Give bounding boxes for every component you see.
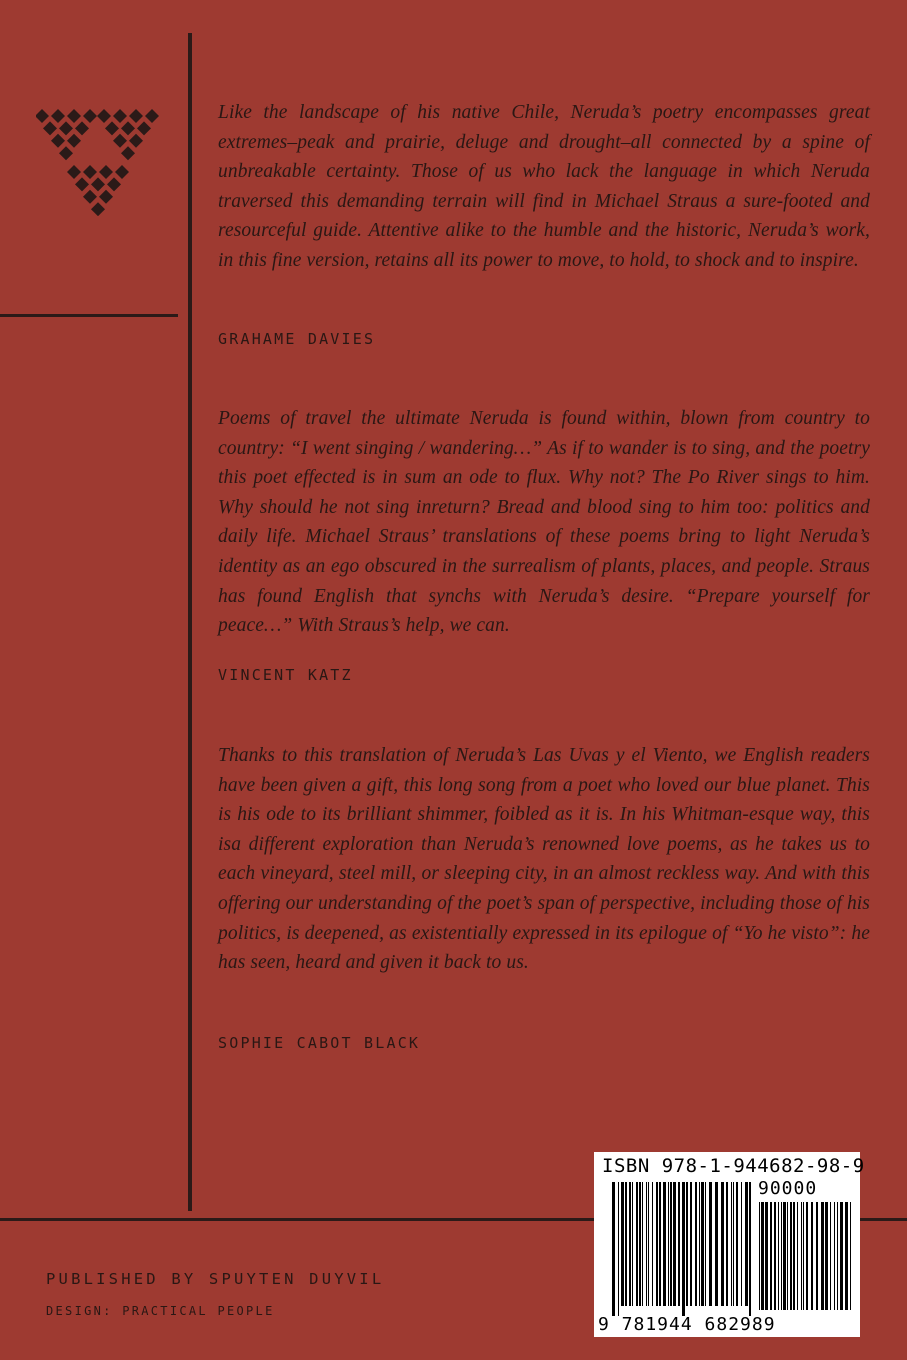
grape-cluster-logo-icon: [36, 108, 160, 216]
blurb-author-2: VINCENT KATZ: [218, 666, 353, 684]
logo-diamond: [121, 121, 135, 135]
barcode-bar: [670, 1182, 672, 1306]
barcode-bar: [811, 1202, 813, 1310]
barcode-bar: [749, 1182, 751, 1316]
barcode-bar: [834, 1202, 835, 1310]
logo-diamond: [67, 109, 81, 123]
barcode-bar: [778, 1202, 779, 1310]
logo-diamond: [137, 121, 151, 135]
barcode-bar: [646, 1182, 647, 1306]
barcode-bar: [639, 1182, 641, 1306]
barcode-bar: [783, 1202, 786, 1310]
logo-diamond: [51, 134, 65, 148]
barcode-bar: [705, 1182, 706, 1306]
barcode-bar: [733, 1182, 734, 1306]
logo-diamond: [129, 109, 143, 123]
barcode-bar: [721, 1182, 724, 1306]
logo-diamond: [36, 109, 49, 123]
barcode-bar: [821, 1202, 824, 1310]
barcode-icon: [612, 1182, 752, 1316]
logo-diamond: [51, 109, 65, 123]
barcode-bar: [787, 1202, 788, 1310]
barcode-bar: [690, 1182, 692, 1306]
vertical-rule: [188, 33, 192, 1211]
logo-diamond: [121, 146, 135, 160]
barcode-bar: [736, 1182, 738, 1306]
logo-diamond: [59, 121, 73, 135]
barcode-bar: [797, 1202, 798, 1310]
barcode-bar: [806, 1202, 808, 1310]
barcode-bar: [726, 1182, 728, 1306]
logo-diamond: [59, 146, 73, 160]
price-code: 90000: [758, 1178, 818, 1199]
logo-diamond: [83, 165, 97, 179]
logo-diamond: [91, 202, 105, 216]
barcode-bar: [731, 1182, 732, 1306]
barcode-bar: [741, 1182, 742, 1306]
blurb-quote-2: Poems of travel the ultimate Neruda is found within, blown from country to country: “I went singing / wandering…” As if to wander is to sing, and the poetry this poet effected is in sum an ode to flux. Why not? The Po River sings to him. Why should he not sing inreturn? Bread and blood sing to him too: politics and daily life. Michael Straus’ translations of these poems bring to light Neruda’s identity as an ego obscured in the surrealism of plants, places, and people. Straus has found English that synchs with Neruda’s desire. “Prepare yourself for peace…” With Straus’s help, we can.: [218, 408, 870, 637]
barcode-bar: [648, 1182, 649, 1306]
barcode-bar: [774, 1202, 776, 1310]
logo-diamond: [67, 134, 81, 148]
barcode-bar: [840, 1202, 843, 1310]
logo-diamond: [43, 121, 57, 135]
logo-diamond: [67, 165, 81, 179]
barcode-bar: [761, 1202, 764, 1310]
barcode-bar: [845, 1202, 848, 1310]
blurb-quote-1: Like the landscape of his native Chile, Neruda’s poetry encompasses great extremes–peak and prairie, deluge and drought–all connected by a spine of unbreakable certainty. Those of us who lack the language in which Neruda traversed this demanding terrain will find in Michael Straus a sure-footed and resourceful guide. Attentive alike to the humble and the historic, Neruda’s work, in this fine version, retains all its power to move, to hold, to shock and to inspire.: [218, 102, 870, 271]
logo-diamond: [75, 121, 89, 135]
barcode-bar: [663, 1182, 666, 1306]
barcode-bar: [781, 1202, 782, 1310]
isbn-label: ISBN 978-1-944682-98-9: [602, 1155, 865, 1177]
logo-diamond: [105, 121, 119, 135]
barcode-bar: [830, 1202, 831, 1310]
barcode-bar: [629, 1182, 631, 1306]
logo-diamond: [83, 190, 97, 204]
logo-diamond: [83, 109, 97, 123]
barcode-bar: [790, 1202, 792, 1310]
barcode-bar: [793, 1202, 795, 1310]
barcode-bar: [850, 1202, 851, 1310]
barcode-digits: 9 781944 682989: [598, 1314, 776, 1335]
publisher-credit: PUBLISHED BY SPUYTEN DUYVIL: [46, 1270, 385, 1288]
barcode-bar: [618, 1182, 619, 1316]
isbn-barcode: [594, 1152, 865, 1337]
barcode-bar: [659, 1182, 661, 1306]
barcode-bar: [632, 1182, 633, 1306]
logo-diamond: [99, 190, 113, 204]
barcode-bar: [695, 1182, 697, 1306]
blurb-quote-3: Thanks to this translation of Neruda’s Las Uvas y el Viento, we English readers have been given a gift, this long song from a poet who loved our blue planet. This is his ode to its brilliant shimmer, foibled as it is. In his Whitman-esque way, this isa different exploration than Neruda’s renowned love poems, as he takes us to each vineyard, steel mill, or sleeping city, in an almost reckless way. And with this offering our understanding of the poet’s span of perspective, including those of his politics, is deepened, as existentially expressed in its epilogue of “Yo he visto”: he has seen, heard and given it back to us.: [218, 745, 870, 974]
barcode-bar: [825, 1202, 828, 1310]
barcode-bar: [668, 1182, 669, 1306]
barcode-addon-icon: [759, 1202, 853, 1320]
barcode-bar: [652, 1182, 653, 1306]
barcode-bar: [699, 1182, 700, 1306]
logo-diamond: [99, 165, 113, 179]
blurb-author-3: SOPHIE CABOT BLACK: [218, 1034, 421, 1052]
barcode-bar: [709, 1182, 712, 1306]
logo-diamond: [75, 177, 89, 191]
logo-diamond: [115, 165, 129, 179]
barcode-bar: [642, 1182, 643, 1306]
logo-diamond: [113, 109, 127, 123]
logo-diamond: [145, 109, 159, 123]
barcode-bar: [636, 1182, 638, 1306]
logo-diamond: [107, 177, 121, 191]
barcode-bar: [673, 1182, 676, 1306]
barcode-bar: [678, 1182, 680, 1306]
barcode-bar: [715, 1182, 718, 1306]
horizontal-rule-top: [0, 314, 178, 317]
barcode-bar: [816, 1202, 818, 1310]
barcode-bar: [837, 1202, 838, 1310]
barcode-bar: [803, 1202, 804, 1310]
barcode-bar: [656, 1182, 658, 1306]
logo-diamond: [129, 134, 143, 148]
barcode-bar: [801, 1202, 802, 1310]
logo-diamond: [97, 109, 111, 123]
barcode-bar: [682, 1182, 685, 1316]
barcode-bar: [701, 1182, 704, 1306]
barcode-bar: [759, 1202, 760, 1310]
barcode-bar: [686, 1182, 688, 1306]
barcode-bar: [621, 1182, 624, 1306]
blurb-author-1: GRAHAME DAVIES: [218, 330, 376, 348]
barcode-bar: [612, 1182, 615, 1316]
barcode-bar: [625, 1182, 627, 1306]
barcode-bar: [765, 1202, 768, 1310]
barcode-bar: [770, 1202, 772, 1310]
barcode-bar: [745, 1182, 748, 1306]
logo-diamond: [113, 134, 127, 148]
design-credit: DESIGN: PRACTICAL PEOPLE: [46, 1304, 275, 1318]
logo-diamond: [91, 177, 105, 191]
